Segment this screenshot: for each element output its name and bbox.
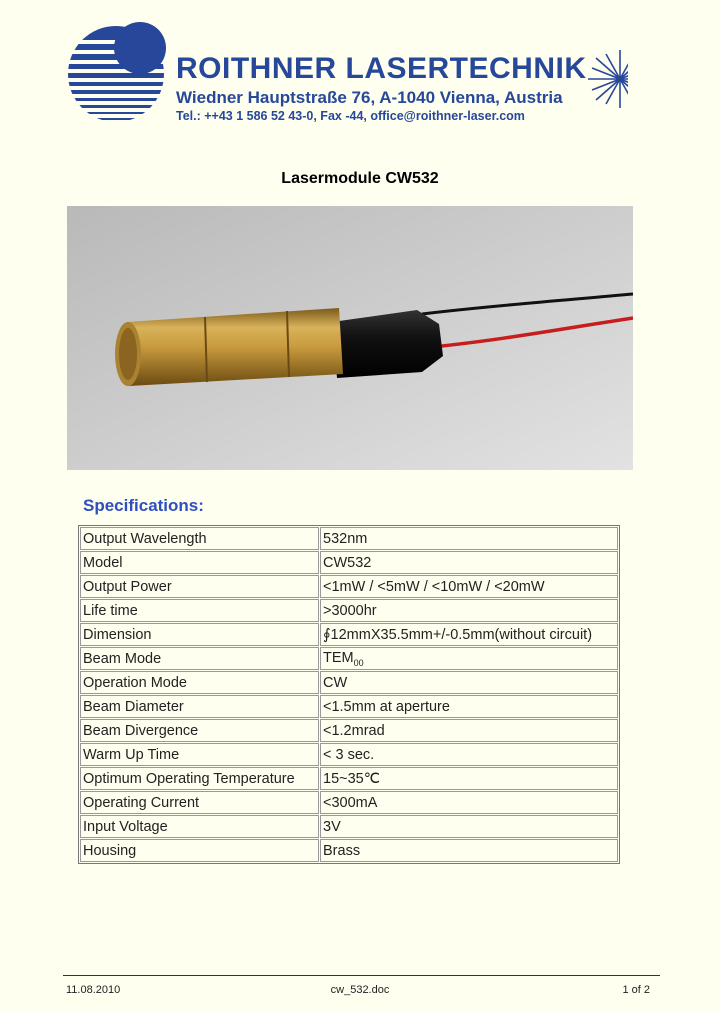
spec-label: Input Voltage (80, 815, 319, 838)
spec-value: <1.5mm at aperture (320, 695, 618, 718)
spec-value: >3000hr (320, 599, 618, 622)
spec-label: Warm Up Time (80, 743, 319, 766)
table-row (80, 623, 618, 646)
specifications-table (78, 525, 620, 864)
footer-filename: cw_532.doc (330, 984, 390, 996)
spec-label: Output Wavelength (80, 527, 319, 550)
spec-label: Output Power (80, 575, 319, 598)
table-row (80, 551, 618, 574)
table-row (80, 671, 618, 694)
table-row (80, 791, 618, 814)
footer-page-number: 1 of 2 (622, 984, 650, 996)
footer-divider (63, 975, 660, 976)
spec-value: ∮12mmX35.5mm+/-0.5mm(without circuit) (320, 623, 618, 646)
table-row (80, 575, 618, 598)
spec-label: Dimension (80, 623, 319, 646)
company-address: Wiedner Hauptstraße 76, A-1040 Vienna, Austria (176, 88, 563, 107)
spec-value: 3V (320, 815, 618, 838)
spec-value: < 3 sec. (320, 743, 618, 766)
table-row (80, 647, 618, 670)
laser-module-photo (67, 206, 633, 470)
spec-label: Operating Current (80, 791, 319, 814)
table-row (80, 767, 618, 790)
company-contact: Tel.: ++43 1 586 52 43-0, Fax -44, office@roithner-laser.com (176, 109, 525, 123)
spec-label: Operation Mode (80, 671, 319, 694)
spec-value: <1mW / <5mW / <10mW / <20mW (320, 575, 618, 598)
spec-value: Brass (320, 839, 618, 862)
table-row (80, 695, 618, 718)
table-row (80, 743, 618, 766)
spec-label: Model (80, 551, 319, 574)
spec-label: Life time (80, 599, 319, 622)
spec-label: Optimum Operating Temperature (80, 767, 319, 790)
spec-value: 15~35℃ (320, 767, 618, 790)
spec-label: Beam Mode (80, 647, 319, 670)
spec-label: Housing (80, 839, 319, 862)
company-name: ROITHNER LASERTECHNIK (176, 52, 587, 85)
spec-value: CW532 (320, 551, 618, 574)
table-row (80, 527, 618, 550)
starburst-icon (588, 50, 628, 108)
table-row (80, 839, 618, 862)
spec-value: <300mA (320, 791, 618, 814)
spec-value: CW (320, 671, 618, 694)
footer-date: 11.08.2010 (66, 984, 121, 996)
spec-value (320, 647, 618, 670)
specifications-heading: Specifications: (83, 496, 204, 515)
table-row (80, 815, 618, 838)
beam-mode-text: TEM (323, 649, 354, 666)
spec-label: Beam Divergence (80, 719, 319, 742)
spec-label: Beam Diameter (80, 695, 319, 718)
document-title: Lasermodule CW532 (281, 170, 439, 187)
beam-mode-subscript: 00 (353, 657, 364, 668)
table-row (80, 599, 618, 622)
spec-value: <1.2mrad (320, 719, 618, 742)
table-row (80, 719, 618, 742)
spec-value: 532nm (320, 527, 618, 550)
